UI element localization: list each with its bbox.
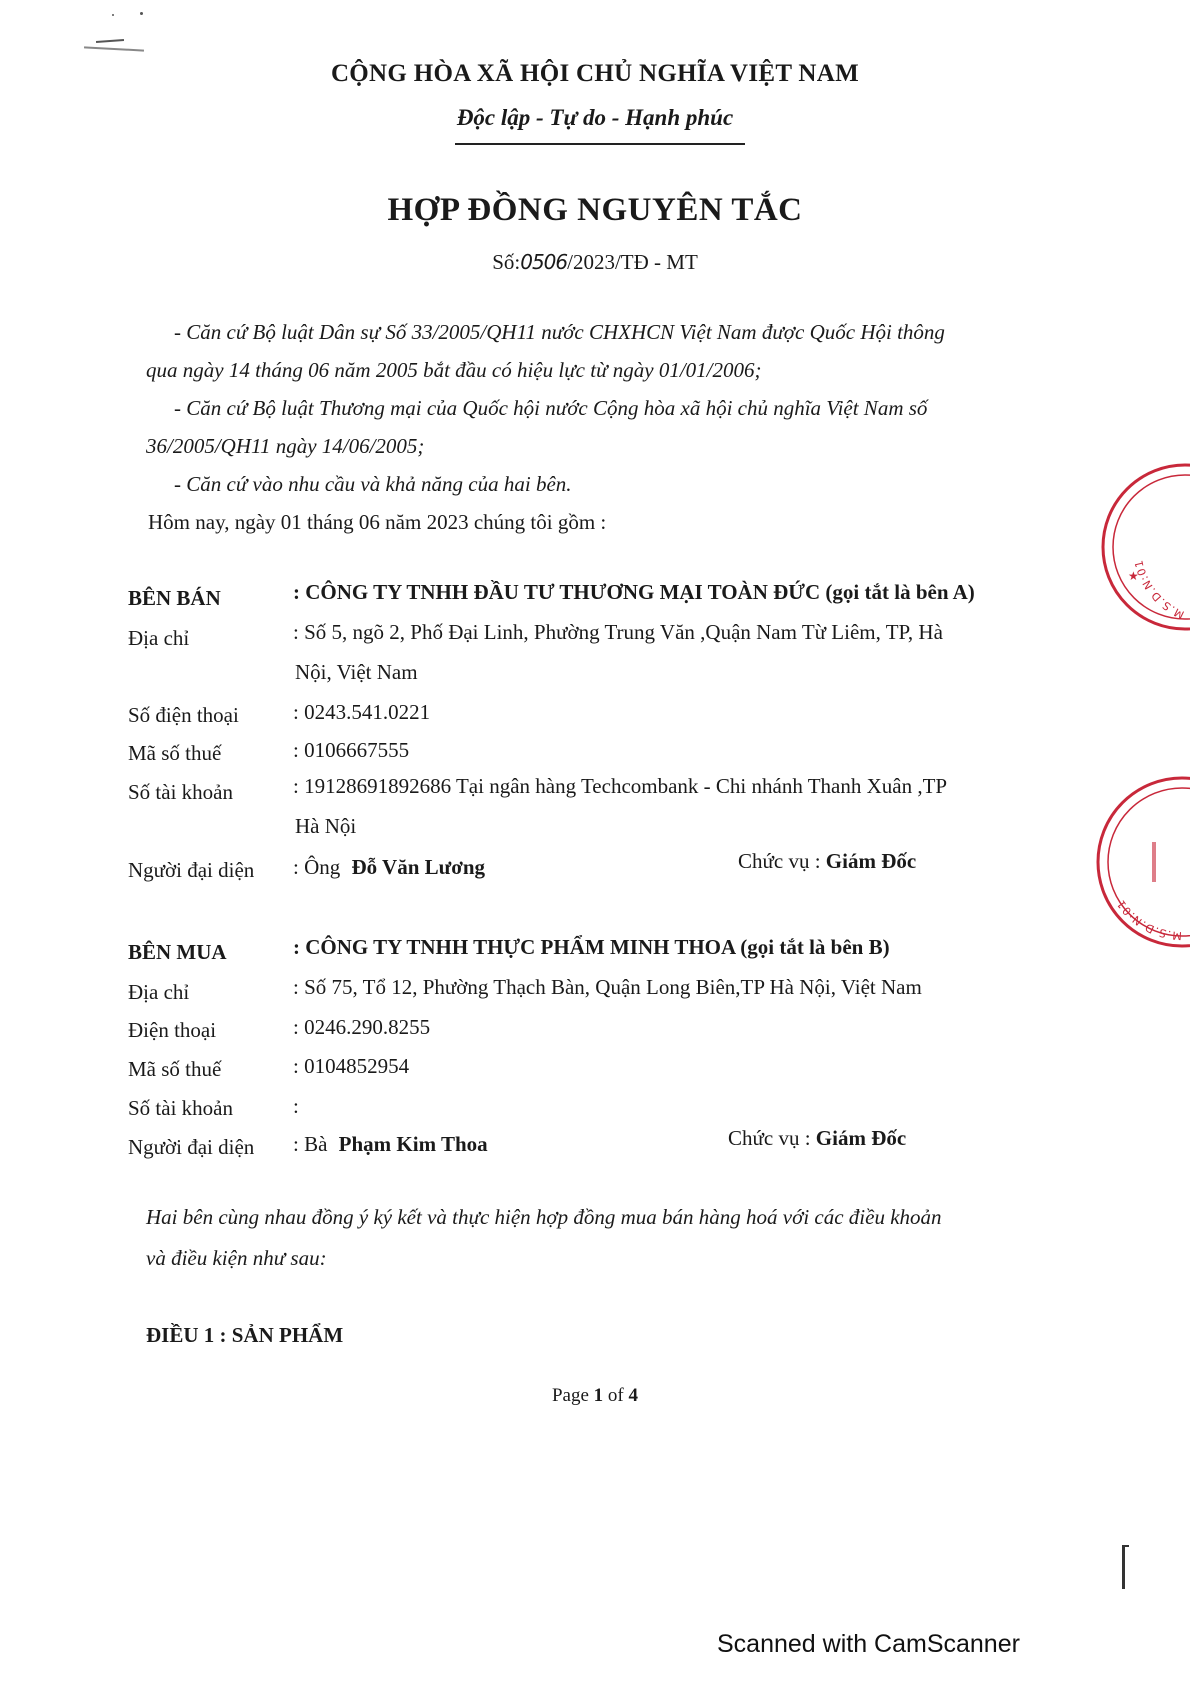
buyer-tax-label: Mã số thuế [128, 1057, 222, 1081]
seller-phone-label: Số điện thoại [128, 703, 239, 727]
buyer-name: : CÔNG TY TNHH THỰC PHẨM MINH THOA (gọi tắt là bên B) [293, 935, 890, 959]
seller-account-label: Số tài khoản [128, 780, 233, 804]
contract-number-suffix: /2023/TĐ - MT [567, 250, 698, 274]
buyer-position [728, 1126, 906, 1151]
page-total: 4 [628, 1385, 638, 1406]
seller-address-line-2: Nội, Việt Nam [295, 660, 418, 684]
seller-position-label: Chức vụ : [738, 849, 821, 873]
buyer-tax: : 0104852954 [293, 1054, 410, 1078]
seller-account-line-2: Hà Nội [295, 814, 357, 838]
basis-line-5: - Căn cứ vào nhu cầu và khả năng của hai bên. [174, 472, 572, 496]
seller-name: : CÔNG TY TNHH ĐẦU TƯ THƯƠNG MẠI TOÀN ĐỨC (gọi tắt là bên A) [293, 580, 975, 604]
seller-tax: : 0106667555 [293, 738, 410, 762]
svg-text:★: ★ [1128, 569, 1139, 583]
scan-speck [84, 46, 144, 51]
basis-line-2: qua ngày 14 tháng 06 năm 2005 bắt đầu có hiệu lực từ ngày 01/01/2006; [146, 358, 762, 382]
buyer-label: BÊN MUA [128, 940, 227, 964]
nation-heading: CỘNG HÒA XÃ HỘI CHỦ NGHĨA VIỆT NAM [330, 60, 860, 87]
agreement-line-2: và điều kiện như sau: [146, 1246, 327, 1270]
seller-rep-name: Đỗ Văn Lương [351, 855, 486, 879]
motto: Độc lập - Tự do - Hạnh phúc [456, 105, 734, 130]
page-prefix: Page [551, 1385, 589, 1406]
buyer-rep-name: Phạm Kim Thoa [338, 1132, 488, 1156]
contract-number-handwritten: 0506 [520, 250, 568, 274]
scan-speck [140, 12, 143, 15]
company-seal-bottom [1082, 772, 1190, 952]
page-current: 1 [593, 1385, 604, 1406]
buyer-address: : Số 75, Tổ 12, Phường Thạch Bàn, Quận Long Biên,TP Hà Nội, Việt Nam [293, 975, 922, 999]
buyer-phone-label: Điện thoại [128, 1018, 217, 1042]
scan-speck [96, 39, 124, 43]
camscanner-watermark: Scanned with CamScanner [717, 1630, 1020, 1658]
basis-line-1: - Căn cứ Bộ luật Dân sự Số 33/2005/QH11 nước CHXHCN Việt Nam được Quốc Hội thông [174, 320, 945, 344]
page-number [0, 1385, 1190, 1407]
svg-text:M.S.D.N:01 [1132, 558, 1186, 621]
article-1-heading: ĐIỀU 1 : SẢN PHẨM [146, 1323, 344, 1347]
svg-text:M.S.D.N:01 [1114, 897, 1182, 942]
seller-tax-label: Mã số thuế [128, 741, 222, 765]
seller-label: BÊN BÁN [128, 586, 221, 610]
seller-phone: : 0243.541.0221 [293, 700, 431, 724]
seller-account-line-1: : 19128691892686 Tại ngân hàng Techcombank - Chi nhánh Thanh Xuân ,TP [293, 774, 948, 798]
page-of: of [607, 1385, 624, 1406]
motto-underline [455, 143, 745, 145]
buyer-account: : [293, 1094, 299, 1118]
seller-address-label: Địa chỉ [128, 626, 190, 650]
seller-position-value: Giám Đốc [825, 849, 917, 873]
buyer-account-label: Số tài khoản [128, 1096, 233, 1120]
today-line: Hôm nay, ngày 01 tháng 06 năm 2023 chúng tôi gồm : [148, 510, 607, 534]
contract-title: HỢP ĐỒNG NGUYÊN TẮC [387, 192, 803, 228]
buyer-rep-label: Người đại diện [128, 1135, 255, 1159]
buyer-position-value: Giám Đốc [815, 1126, 907, 1150]
agreement-line-1: Hai bên cùng nhau đồng ý ký kết và thực hiện hợp đồng mua bán hàng hoá với các điều khoản [146, 1205, 942, 1229]
seller-position [738, 849, 916, 874]
seller-rep [293, 855, 485, 880]
buyer-position-label: Chức vụ : [728, 1126, 811, 1150]
buyer-address-label: Địa chỉ [128, 980, 190, 1004]
seal-bottom-text: M.S.D.N:01 [1113, 896, 1183, 943]
seller-address-line-1: : Số 5, ngõ 2, Phố Đại Linh, Phường Trung Văn ,Quận Nam Từ Liêm, TP, Hà [293, 620, 943, 644]
contract-number [0, 250, 1190, 275]
basis-line-3: - Căn cứ Bộ luật Thương mại của Quốc hội nước Cộng hòa xã hội chủ nghĩa Việt Nam số [174, 396, 928, 420]
buyer-rep [293, 1132, 488, 1157]
scan-edge-mark [1122, 1545, 1129, 1589]
seller-rep-label: Người đại diện [128, 858, 255, 882]
seal-top-text: M.S.D.N:01 [1132, 558, 1187, 622]
buyer-phone: : 0246.290.8255 [293, 1015, 431, 1039]
company-seal-top [1100, 462, 1190, 632]
scan-speck [112, 14, 114, 16]
basis-line-4: 36/2005/QH11 ngày 14/06/2005; [146, 434, 425, 458]
seller-rep-title: : Ông [293, 855, 341, 879]
buyer-rep-title: : Bà [293, 1132, 328, 1156]
contract-number-prefix: Số: [492, 250, 521, 274]
